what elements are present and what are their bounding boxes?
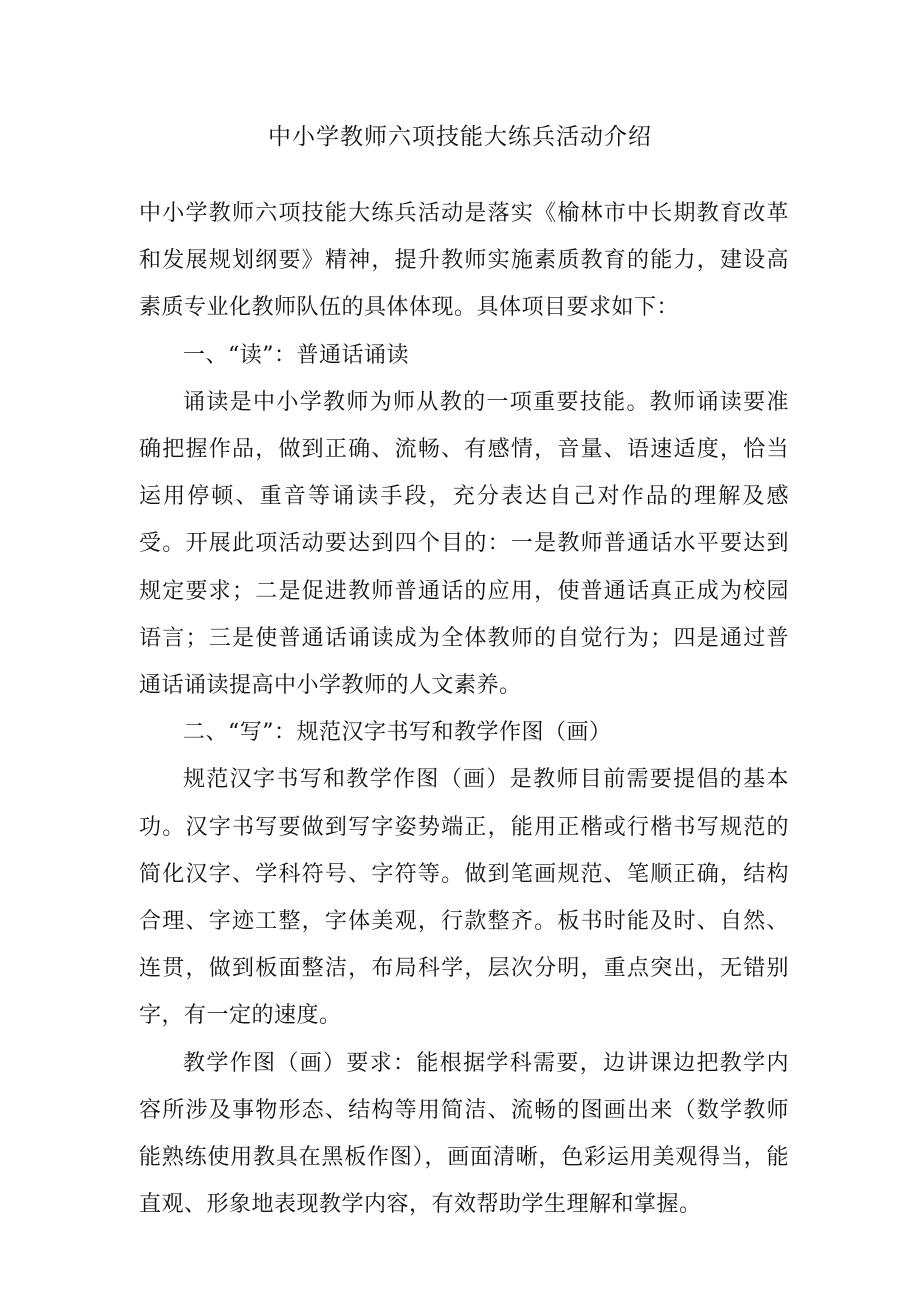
document-title: 中小学教师六项技能大练兵活动介绍 — [268, 124, 652, 150]
write-paragraph: 规范汉字书写和教学作图（画）是教师目前需要提倡的基本功。汉字书写要做到写字姿势端正，能用正楷或行楷书写规范的简化汉字、学科符号、字符等。做到笔画规范、笔顺正确，结构合理、字迹工整，字体美观，行款整齐。板书时能及时、自然、连贯，做到板面整洁，布局科学，层次分明，重点突出，无错别字，有一定的速度。 — [139, 767, 789, 1029]
document-body — [139, 190, 789, 1228]
drawing-paragraph: 教学作图（画）要求：能根据学科需要，边讲课边把教学内容所涉及事物形态、结构等用简洁、流畅的图画出来（数学教师能熟练使用教具在黑板作图），画面清晰，色彩运用美观得当，能直观、形象地表现教学内容，有效帮助学生理解和掌握。 — [139, 1050, 789, 1218]
section-heading-write: 二、“写”：规范汉字书写和教学作图（画） — [183, 720, 612, 746]
intro-paragraph: 中小学教师六项技能大练兵活动是落实《榆林市中长期教育改革和发展规划纲要》精神，提升教师实施素质教育的能力，建设高素质专业化教师队伍的具体体现。具体项目要求如下： — [139, 201, 789, 321]
read-paragraph: 诵读是中小学教师为师从教的一项重要技能。教师诵读要准确把握作品，做到正确、流畅、有感情，音量、语速适度，恰当运用停顿、重音等诵读手段，充分表达自己对作品的理解及感受。开展此项活动要达到四个目的：一是教师普通话水平要达到规定要求；二是促进教师普通话的应用，使普通话真正成为校园语言；三是使普通话诵读成为全体教师的自觉行为；四是通过普通话诵读提高中小学教师的人文素养。 — [139, 389, 789, 699]
section-heading-read: 一、“读”：普通话诵读 — [183, 342, 409, 368]
